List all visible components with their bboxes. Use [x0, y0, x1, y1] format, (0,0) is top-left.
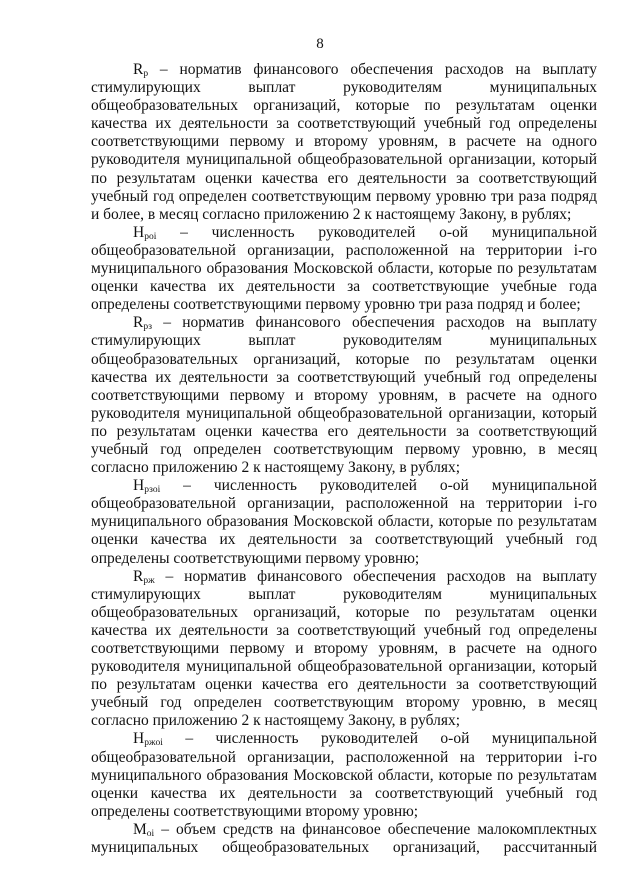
page-number: 8 [316, 36, 324, 52]
variable-symbol [133, 730, 163, 747]
variable-symbol [133, 224, 156, 241]
paragraph-text: – численность руководителей о-ой муниципальной общеобразовательной организации, расположенной на территории i-го муниципального образования Московской области, которые по результатам оценки качества их деятельности за соответствующие учебные года определены соответствующими первому уровню три раза подряд и более; [91, 223, 597, 314]
paragraph-text: – численность руководителей о-ой муниципальной общеобразовательной организации, расположенной на территории i-го муниципального образования Московской области, которые по результатам оценки качества их деятельности за соответствующий учебный год определены соответствующими второму уровню; [91, 730, 597, 820]
paragraph-rpzh-norm [91, 568, 597, 731]
variable-subscript: рз [143, 322, 152, 333]
document-body [91, 61, 597, 857]
variable-subscript: рзoi [144, 485, 161, 496]
variable-symbol [133, 568, 155, 585]
variable-letter: R [133, 567, 144, 585]
variable-symbol [133, 314, 152, 331]
variable-letter: М [133, 820, 147, 838]
variable-letter: Н [133, 730, 145, 748]
paragraph-text: – численность руководителей о-ой муниципальной общеобразовательной организации, расположенной на территории i-го муниципального образования Московской области, которые по результатам оценки качества их деятельности за соответствующий учебный год определены соответствующими первому уровню; [91, 477, 597, 567]
paragraph-hpoi-count [91, 224, 597, 314]
paragraph-rpz-norm [91, 314, 597, 477]
variable-subscript: ржoi [144, 738, 163, 749]
paragraph-moi-volume [91, 821, 597, 857]
variable-symbol [133, 477, 160, 494]
paragraph-rp-norm [91, 61, 597, 224]
variable-subscript: oi [146, 828, 155, 839]
paragraph-hpzoi-count [91, 477, 597, 567]
paragraph-text: – норматив финансового обеспечения расходов на выплату стимулирующих выплат руководителям муниципальных общеобразовательных организаций, которые по результатам оценки качества их деятельности за соответствующий учебный год определены соответствующими первому и второму уровням, в расчете на одного руководителя муниципальной общеобразовательной организации, который по результатам оценки качества его деятельности за соответствующий учебный год определен соответствующим первому уровню, в месяц согласно приложению 2 к настоящему Закону, в рублях; [91, 314, 597, 477]
paragraph-hpzhoi-count [91, 730, 597, 820]
variable-symbol [133, 821, 154, 838]
variable-subscript: р [143, 69, 149, 79]
variable-subscript: рж [143, 575, 155, 586]
paragraph-text: – объем средств на финансовое обеспечение малокомплектных муниципальных общеобразовательных организаций, рассчитанный [91, 820, 597, 857]
paragraph-text: – норматив финансового обеспечения расходов на выплату стимулирующих выплат руководителям муниципальных общеобразовательных организаций, которые по результатам оценки качества их деятельности за соответствующий учебный год определены соответствующими первому и второму уровням, в расчете на одного руководителя муниципальной общеобразовательной организации, который по результатам оценки качества его деятельности за соответствующий учебный год определен соответствующим второму уровню, в месяц согласно приложению 2 к настоящему Закону, в рублях; [91, 567, 597, 730]
variable-letter: R [133, 61, 144, 78]
paragraph-text: – норматив финансового обеспечения расходов на выплату стимулирующих выплат руководителям муниципальных общеобразовательных организаций, которые по результатам оценки качества их деятельности за соответствующий учебный год определены соответствующими первому и второму уровням, в расчете на одного руководителя муниципальной общеобразовательной организации, который по результатам оценки качества его деятельности за соответствующий учебный год определен соответствующим первому уровню три раза подряд и более, в месяц согласно приложению 2 к настоящему Закону, в рублях; [91, 61, 597, 223]
variable-symbol [133, 61, 148, 78]
variable-letter: R [133, 314, 144, 332]
variable-letter: Н [133, 223, 145, 241]
variable-letter: Н [133, 477, 145, 495]
variable-subscript: рoi [144, 231, 157, 242]
